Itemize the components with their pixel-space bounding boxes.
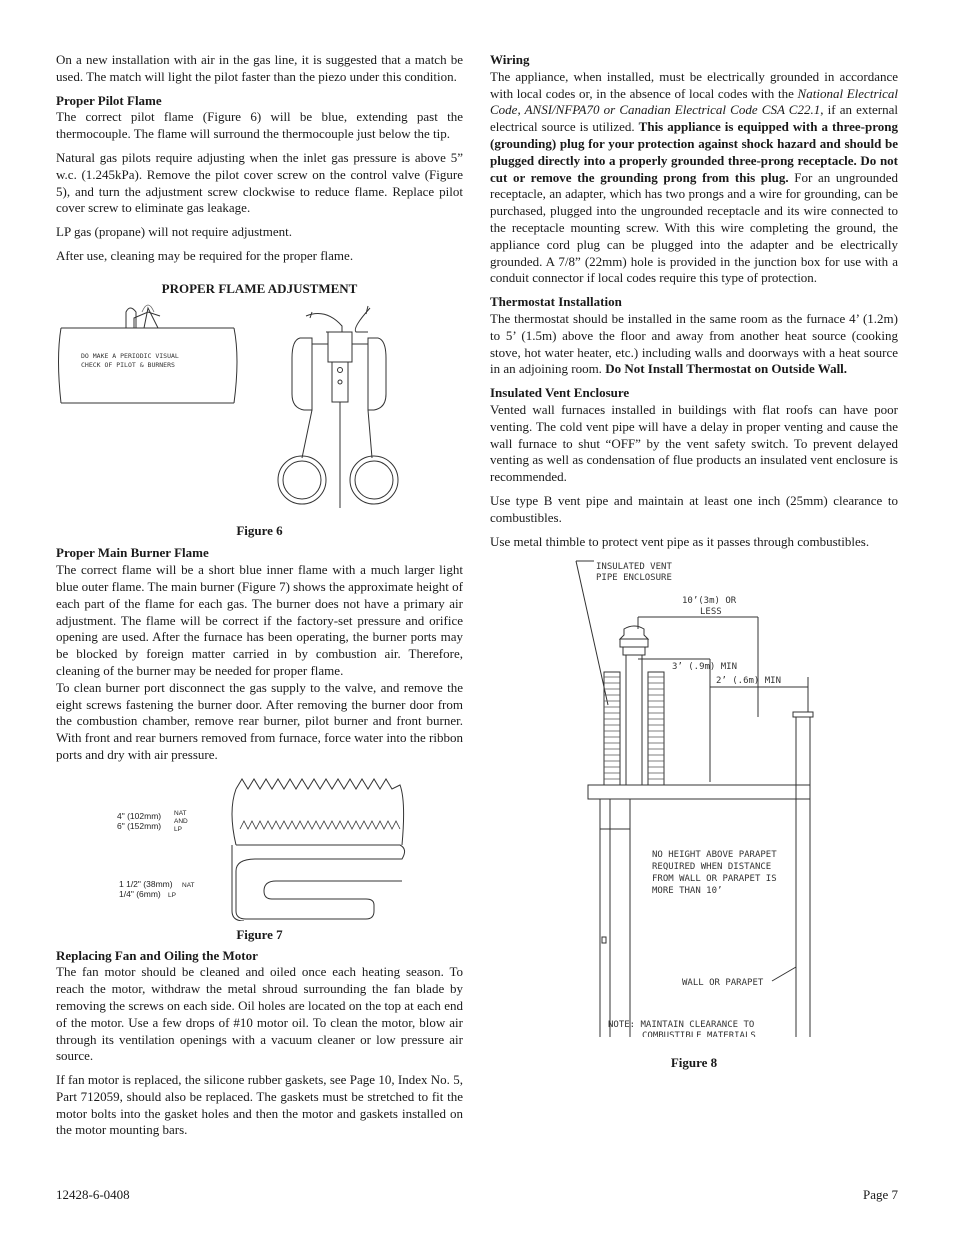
- wiring-text-b: , if an external electrical source is utilized.: [490, 102, 898, 135]
- pilot-paragraph-4: After use, cleaning may be required for the proper flame.: [56, 247, 354, 263]
- main-burner-paragraph-1: The correct flame will be a short blue inner flame with a much larger light blue outer flame. The main burner (Figure 7) shows the approximate height of each part of the flame for each gas. The burner does not have a primary air adjustment. The flame will be correct if the factory-set pressure and orifice opening are used. After the furnace has been operating, the burner ports may be blocked by foreign matter carried in by combustion air. Therefore, cleaning of the burner may be needed for proper flame.: [56, 562, 463, 678]
- fig6-note-line-1: DO MAKE A PERIODIC VISUAL: [81, 351, 179, 360]
- document-number: 12428-6-0408: [56, 1187, 130, 1202]
- left-column: [56, 52, 463, 1146]
- fig8-clearance-note-2: COMBUSTIBLE MATERIALS: [642, 1031, 756, 1038]
- wiring-warning: This appliance is equipped with a three-prong (grounding) plug for your protection against shock hazard and should be plugged directly into a properly grounded three-prong receptacle. Do not cut or remove the grounding prong from this plug.: [490, 119, 898, 185]
- fig7-label-lp-2: LP: [168, 891, 176, 899]
- fig8-insulated-label-1: INSULATED VENT: [596, 562, 672, 573]
- figure-6-caption: Figure 6: [236, 522, 283, 538]
- main-burner-paragraph-2: To clean burner port disconnect the gas supply to the valve, and remove the eight screws fastening the burner door. After removing the burner door from the combustion chamber, remove rear burner, pilot burner and front burner. With front and rear burners removed from furnace, force water into the ribbon ports and dry with air pressure.: [56, 679, 463, 762]
- fig8-note-parapet-3: FROM WALL OR PARAPET IS: [652, 874, 777, 885]
- thermostat-text: The thermostat should be installed in the same room as the furnace 4’ (1.2m) to 5’ (1.5m) above the floor and away from another heat source (cooking stove, hot water heater, etc.) including walls and doorways with a heat source in an adjoining room.: [490, 310, 898, 377]
- fig8-note-parapet-4: MORE THAN 10’: [652, 886, 723, 897]
- fig8-note-parapet-2: REQUIRED WHEN DISTANCE: [652, 862, 772, 873]
- fig8-insulated-label-2: PIPE ENCLOSURE: [596, 573, 672, 584]
- figure-6-diagram: [56, 298, 463, 513]
- page-number: Page 7: [862, 1187, 898, 1202]
- figure-7-diagram: [56, 771, 463, 921]
- figure-6-title: PROPER FLAME ADJUSTMENT: [161, 280, 358, 296]
- fig6-note-line-2: CHECK OF PILOT & BURNERS: [81, 360, 175, 369]
- fig7-label-nat-2: NAT: [182, 881, 195, 889]
- wiring-text-a: The appliance, when installed, must be electrically grounded in accordance with local codes or, in the absence of local codes with the: [490, 68, 898, 101]
- pilot-paragraph-3: LP gas (propane) will not require adjustment.: [56, 224, 292, 240]
- fig8-dim-3ft: 3’ (.9m) MIN: [672, 662, 738, 673]
- fig8-wall-label: WALL OR PARAPET: [682, 978, 764, 989]
- figure-7-caption: Figure 7: [236, 926, 283, 942]
- thermostat-paragraph: [490, 311, 898, 378]
- wiring-paragraph: [490, 69, 898, 287]
- fig8-clearance-note-1: NOTE: MAINTAIN CLEARANCE TO: [608, 1020, 755, 1031]
- wiring-heading: Wiring: [490, 52, 530, 67]
- intro-paragraph: On a new installation with air in the gas line, it is suggested that a match be used. The match will light the pilot faster than the piezo under this condition.: [56, 52, 463, 84]
- fig7-label-lp: LP: [174, 825, 182, 833]
- pilot-paragraph-1: The correct pilot flame (Figure 6) will be blue, extending past the thermocouple. The flame will surround the thermocouple just below the tip.: [56, 109, 463, 142]
- fan-paragraph-1: The fan motor should be cleaned and oiled once each heating season. To reach the motor, withdraw the metal shroud surrounding the fan blade by removing the screws on each side. Oil holes are located on the top at each end of the motor. Use a few drops of #10 motor oil. To clean the motor, blow air through its ventilation openings with a vacuum cleaner or low pressure air source.: [56, 964, 463, 1064]
- figure-8-caption: Figure 8: [670, 1055, 718, 1071]
- vent-paragraph-1: Vented wall furnaces installed in buildings with flat roofs can have poor venting. The cold vent pipe will have a delay in proper venting and cause the wall furnace to shut “OFF” by the vent safety switch. To prevent delayed venting as well as condensation of flue products an insulated vent enclosure is recommended.: [490, 401, 898, 485]
- vent-paragraph-2: Use type B vent pipe and maintain at least one inch (25mm) clearance to combustibles.: [490, 492, 898, 525]
- thermostat-heading: Thermostat Installation: [490, 294, 622, 310]
- fig7-label-6in: 6" (152mm): [117, 820, 162, 831]
- fig8-dim-10ft-b: LESS: [700, 607, 722, 618]
- right-column: [490, 52, 898, 1072]
- fig7-label-and: AND: [174, 817, 188, 825]
- wiring-code-reference: National Electrical Code, ANSI/NFPA70 or Canadian Electrical Code CSA C22.1: [490, 85, 898, 118]
- pilot-paragraph-2: Natural gas pilots require adjusting when the inlet gas pressure is above 5” w.c. (1.245kPa). Remove the pilot cover screw on the control valve (Figure 5), and turn the adjustment screw clockwise to reduce flame. Replace pilot cover screw to eliminate gas leakage.: [56, 149, 463, 216]
- main-burner-heading: Proper Main Burner Flame: [56, 545, 209, 561]
- fig8-note-parapet-1: NO HEIGHT ABOVE PARAPET: [652, 850, 777, 861]
- fig8-dim-10ft-a: 10’(3m) OR: [682, 596, 737, 607]
- thermostat-warning: Do Not Install Thermostat on Outside Wall.: [605, 361, 848, 377]
- vent-heading: Insulated Vent Enclosure: [490, 385, 630, 401]
- fig7-label-1-5in: 1 1/2" (38mm): [119, 878, 173, 889]
- fig8-dim-2ft: 2’ (.6m) MIN: [716, 676, 782, 687]
- fig7-label-4in: 4" (102mm): [117, 810, 162, 821]
- fig7-label-nat: NAT: [174, 809, 187, 817]
- figure-8-diagram: [490, 557, 898, 1037]
- fan-heading: Replacing Fan and Oiling the Motor: [56, 947, 258, 963]
- fan-paragraph-2: If fan motor is replaced, the silicone rubber gaskets, see Page 10, Index No. 5, Part 712059, should also be replaced. The gaskets must be stretched to fit the motor bolts into the gasket holes and then the motor and gaskets installed on the motor mounting bars.: [56, 1072, 463, 1138]
- vent-paragraph-3: Use metal thimble to protect vent pipe as it passes through combustibles.: [490, 533, 870, 549]
- pilot-flame-heading: Proper Pilot Flame: [56, 92, 162, 108]
- fig7-label-quarter-in: 1/4" (6mm): [119, 888, 161, 899]
- wiring-text-c: For an ungrounded receptacle, an adapter, which has two prongs and a wire for grounding, can be purchased, plugged into the ungrounded receptacle and its wire connected to the receptacle mounting screw. With this wire completing the ground, the appliance cord plug can be plugged into the adapter and be electrically grounded. A 7/8” (22mm) hole is provided in the junction box for use with a conduit connector if local codes require this type of protection.: [490, 169, 898, 286]
